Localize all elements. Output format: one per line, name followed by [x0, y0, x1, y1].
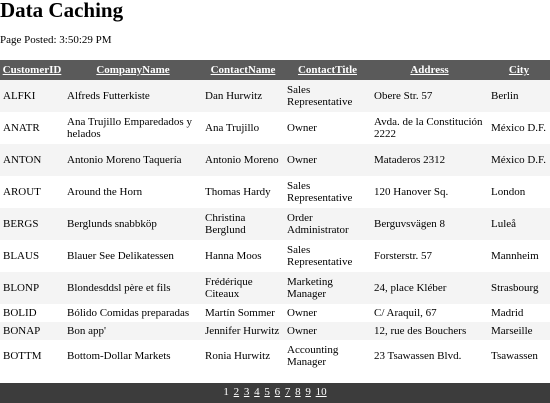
cell-city: Strasbourg — [491, 282, 539, 294]
pager-link-8[interactable]: 8 — [295, 386, 301, 398]
cell-city: Berlin — [491, 90, 519, 102]
table-row — [0, 144, 550, 176]
cell-companyname: Ana Trujillo Emparedados y helados — [67, 116, 192, 140]
cell-customerid: BLONP — [3, 282, 40, 294]
cell-customerid: BLAUS — [3, 250, 40, 262]
table-row — [0, 176, 550, 208]
cell-city: Tsawassen — [491, 350, 538, 362]
page-posted-time: Page Posted: 3:50:29 PM — [0, 34, 112, 46]
cell-address: C/ Araquil, 67 — [374, 307, 437, 319]
cell-contactname: Hanna Moos — [205, 250, 262, 262]
cell-customerid: AROUT — [3, 186, 41, 198]
table-row — [0, 322, 550, 340]
cell-contactname: Ronia Hurwitz — [205, 350, 271, 362]
cell-contactname: Antonio Moreno — [205, 154, 279, 166]
sort-link-contacttitle[interactable]: ContactTitle — [297, 64, 358, 76]
customers-grid — [0, 60, 550, 372]
table-row — [0, 208, 550, 240]
cell-address: 120 Hanover Sq. — [374, 186, 449, 198]
sort-link-companyname[interactable]: CompanyName — [96, 64, 170, 76]
cell-companyname: Around the Horn — [67, 186, 143, 198]
pager-link-7[interactable]: 7 — [284, 386, 291, 398]
pager-link-10[interactable]: 10 — [315, 386, 327, 398]
cell-contacttitle: Owner — [287, 154, 317, 166]
table-row — [0, 80, 550, 112]
column-header-contacttitle — [284, 60, 371, 80]
cell-contacttitle: Owner — [287, 325, 317, 337]
cell-contacttitle: Order Administrator — [287, 212, 349, 236]
sort-link-address[interactable]: Address — [410, 64, 449, 76]
pager-current-page: 1 — [223, 386, 229, 398]
pager-link-5[interactable]: 5 — [264, 386, 270, 398]
cell-city: Mannheim — [491, 250, 539, 262]
cell-customerid: ALFKI — [3, 90, 36, 102]
table-row — [0, 112, 550, 144]
pager-link-2[interactable]: 2 — [233, 386, 240, 398]
cell-city: México D.F. — [491, 122, 547, 134]
cell-address: Avda. de la Constitución 2222 — [374, 116, 483, 140]
pager-link-9[interactable]: 9 — [305, 386, 311, 398]
cell-address: Berguvsvägen 8 — [374, 218, 445, 230]
cell-customerid: BONAP — [3, 325, 41, 337]
sort-link-city[interactable]: City — [508, 64, 530, 76]
cell-address: Mataderos 2312 — [374, 154, 446, 166]
cell-contacttitle: Owner — [287, 307, 317, 319]
cell-address: 23 Tsawassen Blvd. — [374, 350, 462, 362]
cell-contacttitle: Sales Representative — [287, 180, 353, 204]
cell-companyname: Antonio Moreno Taquería — [67, 154, 182, 166]
cell-city: Marseille — [491, 325, 533, 337]
cell-city: Madrid — [491, 307, 524, 319]
pager-link-6[interactable]: 6 — [274, 386, 281, 398]
column-header-city — [488, 60, 550, 80]
table-row — [0, 272, 550, 304]
cell-companyname: Blondesddsl père et fils — [67, 282, 171, 294]
cell-companyname: Bottom-Dollar Markets — [67, 350, 171, 362]
cell-companyname: Bólido Comidas preparadas — [67, 307, 190, 319]
cell-contactname: Christina Berglund — [205, 212, 246, 236]
sort-link-customerid[interactable]: CustomerID — [2, 64, 62, 76]
cell-contacttitle: Sales Representative — [287, 244, 353, 268]
column-header-customerid — [0, 60, 64, 80]
sort-link-contactname[interactable]: ContactName — [210, 64, 276, 76]
table-row — [0, 340, 550, 372]
cell-contacttitle: Owner — [287, 122, 317, 134]
column-header-companyname — [64, 60, 202, 80]
cell-companyname: Bon app' — [67, 325, 106, 337]
cell-contacttitle: Marketing Manager — [287, 276, 333, 300]
cell-contactname: Dan Hurwitz — [205, 90, 263, 102]
page-title: Data Caching — [0, 0, 124, 22]
cell-customerid: BOTTM — [3, 350, 42, 362]
cell-address: Obere Str. 57 — [374, 90, 433, 102]
cell-address: 12, rue des Bouchers — [374, 325, 467, 337]
pager — [0, 383, 550, 403]
cell-address: Forsterstr. 57 — [374, 250, 433, 262]
cell-customerid: BOLID — [3, 307, 37, 319]
cell-contactname: Martín Sommer — [205, 307, 275, 319]
pager-link-3[interactable]: 3 — [243, 386, 250, 398]
table-row — [0, 240, 550, 272]
column-header-address — [371, 60, 488, 80]
cell-city: Luleå — [491, 218, 517, 230]
cell-customerid: ANTON — [3, 154, 42, 166]
pager-link-4[interactable]: 4 — [254, 386, 260, 398]
cell-customerid: ANATR — [3, 122, 40, 134]
cell-city: London — [491, 186, 526, 198]
table-row — [0, 304, 550, 322]
cell-city: México D.F. — [491, 154, 547, 166]
cell-customerid: BERGS — [3, 218, 39, 230]
cell-contactname: Ana Trujillo — [205, 122, 260, 134]
cell-contactname: Frédérique Citeaux — [205, 276, 253, 300]
cell-contacttitle: Accounting Manager — [287, 344, 339, 368]
cell-contactname: Jennifer Hurwitz — [205, 325, 280, 337]
cell-companyname: Alfreds Futterkiste — [67, 90, 150, 102]
grid-header-row — [0, 60, 550, 80]
column-header-contactname — [202, 60, 284, 80]
cell-companyname: Blauer See Delikatessen — [67, 250, 174, 262]
cell-companyname: Berglunds snabbköp — [67, 218, 157, 230]
cell-contactname: Thomas Hardy — [205, 186, 271, 198]
cell-contacttitle: Sales Representative — [287, 84, 353, 108]
cell-address: 24, place Kléber — [374, 282, 447, 294]
